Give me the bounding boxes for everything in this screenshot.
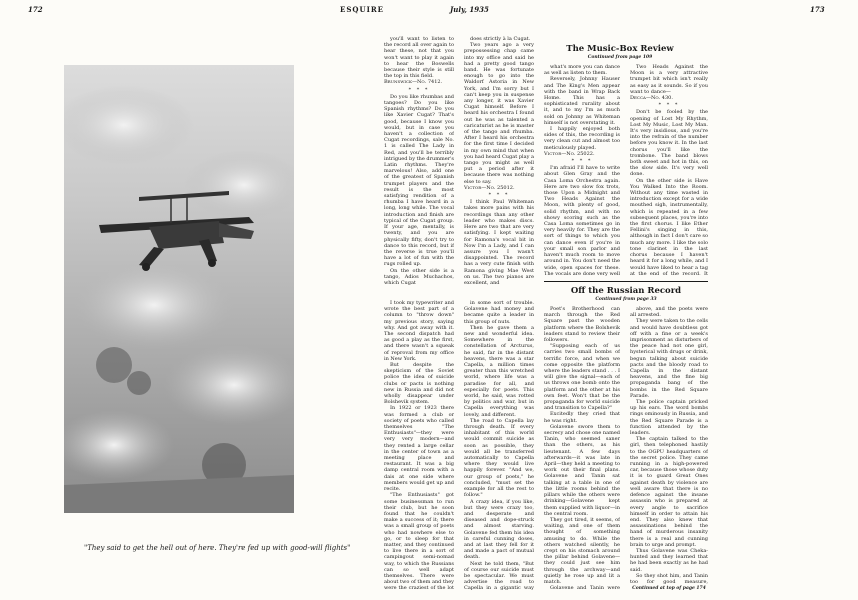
paragraph: Excitedly they cried that he was right. bbox=[544, 411, 620, 424]
cloud-shape bbox=[184, 150, 294, 220]
russian-record-continued: Continued from page 33 bbox=[595, 297, 657, 302]
paragraph: Two Heads Against the Moon is a very attractive trumpet bit which isn't really as easy as it sounds. So if you want to dance— bbox=[630, 64, 708, 95]
cloud-shape bbox=[64, 85, 194, 165]
airplane-illustration bbox=[64, 65, 294, 513]
music-box-continued: Continued from page 109 bbox=[587, 55, 653, 60]
paragraph: So they shot him, and Tanin too for good measure, bbox=[630, 572, 708, 584]
paragraph: Do you like rhumbas and tangoes? Do you like Spanish rhythms? Do you like Xavier Cugat? That's good, because I know you would, but in case you haven't a collection of Cugat recordings, sale No. 1 is called The Lady in Red, and you'll be terribly intrigued by the drummer's Latin rhythms. They're marvelous! Also, add one of the greatest of Spanish trumpet players and the result is the most satisfying rendition of a rhumba I have heard in a long, long while. The vocal introduction and finish are typical of the Cugat group. If your age, mentally, is twenty, and you are physically fifty, don't try to dance to this record, but if the reverse is true you'll have a lot of fun with the rugs rolled up. bbox=[384, 93, 454, 268]
paragraph: On the other side is a tango, Adios Muchachos, which Cugat bbox=[384, 267, 454, 286]
paragraph: The road to Capella lay through death. If every inhabitant of this world would commit suicide as soon as possible, they would all be transferred automatically to Capella where they would live happily forever. "And we, our group of poets," he concluded, "must set the example for all the rest to follow." bbox=[464, 417, 534, 499]
russian-column-3 bbox=[544, 306, 620, 590]
paragraph: A crazy idea, if you like, but they were crazy too, and desperate and diseased and dope-struck and almost starving. Golavene fed them his idea in careful cunning doses, and at last they fell for it and made a pact of mutual death. bbox=[464, 498, 534, 561]
section-divider: * * * bbox=[408, 86, 430, 93]
paragraph: "The Enthusiasts" got some businessman to run their club, but he soon found that he couldn't make a success of it; there was a small group of poets who had nowhere else to go, or to sleep for that matter, and they continued to live there in a sort of campingout semi-nomad way, to which the Russians can so well adapt themselves. There were about two of them and they were the craziest of the lot bbox=[384, 492, 454, 590]
paragraph: They were taken to the cells and would have doubtless got off with a fine or a week's imprisonment as disturbers of the peace had not one girl, hysterical with drugs or drink, begun talking about suicide pacts and the bloody road to Capella in the distant heavens, and the fine big propaganda bang of the bombs in the Red Square Parade. bbox=[630, 318, 708, 399]
record-label: Brunswick—No. 7412. bbox=[384, 79, 443, 86]
left-page-number: 172 bbox=[28, 5, 43, 14]
paragraph: Golavene swore them to secrecy and chose one named Tanin, who seemed saner than the others, as his lieutenant. A few days afterwards—it was late in April—they held a meeting to work out their final plans. Golavene and Tanin sat talking at a table in one of the little rooms behind the pillars while the others were drinking—Golavene kept them supplied with liquor—in the central room. bbox=[544, 423, 620, 517]
page-header bbox=[0, 0, 858, 16]
continued-footer: Continued at top of page 174 bbox=[632, 586, 706, 591]
paragraph: But despite the skepticism of the Soviet police the idea of suicide clubs or pacts is nothing new in Russia and did not wholly disappear under Bolshevik system. bbox=[384, 362, 454, 406]
record-label: Victor—No. 25022. bbox=[544, 150, 595, 157]
russian-column-4 bbox=[630, 306, 708, 584]
cloud-shape bbox=[64, 410, 174, 480]
smoke-burst bbox=[96, 347, 132, 383]
cloud-shape bbox=[74, 260, 234, 350]
section-divider: * * * bbox=[571, 158, 593, 165]
record-label: Victor—No. 25012. bbox=[464, 184, 515, 191]
music-box-column-1 bbox=[384, 36, 454, 336]
paragraph: Next he told them, "But of course our suicide must be spectacular. We must advertise the road to Capella in a gigantic way bbox=[464, 560, 534, 590]
paragraph: Golavene and Tanin were bbox=[550, 585, 620, 590]
paragraph: I'm afraid I'll have to write about Glen Gray and the Casa Loma Orchestra again. Here are two slow fox trots, those Upon a Midnight and Two Heads Against the Moon, with plenty of good, solid rhythm, and with no showy scoring such as the Casa Loma sometimes go in very heavily for. They are the sort of things to which you can dance even if you're in your small son parlor and haven't much room to move around in. You don't need the wide, open spaces for these. The vocals are done very well bbox=[544, 165, 620, 276]
paragraph: I think Paul Whiteman takes more pains with his recordings than any other leader who makes discs. Here are two that are very satisfying. I kept waiting for Ramona's vocal bit in Now I'm a Lady, and I can assure you I wasn't disappointed. The record has a very cute finish with Ramona giving Mae West on us. The two pianos are excellent, and bbox=[464, 199, 534, 286]
paragraph: They got tired, it seems, of waiting, and one of them thought of something amusing to do. While the others watched silently, he crept on his stomach around the pillar behind Golavene—they could just see him through the archway—and quietly he rose up and lit a match. bbox=[544, 516, 620, 585]
paragraph: On the other side is Have You Walked Into the Room. Without any time wasted in introduction except for a wide mouthed sigh, instrumentally, which is repeated in a few subsequent places, you're into the first chorus. I like Ether Fellini's singing in this, although in fact I don't care so much any more. I like the solo tone clarinet in the last chorus because I haven't heard it for a long while, and I would have liked to hear a tag at the end of the record. It bbox=[630, 177, 708, 276]
photo-caption: "They said to get the hell out of here. They're fed up with good-will flights" bbox=[84, 544, 351, 552]
paragraph: I happily enjoyed both sides of this, the recording is very clean cut and almost too meticulously played. bbox=[544, 126, 620, 151]
paragraph: does strictly à la Cugat. bbox=[470, 36, 531, 42]
right-page-number: 173 bbox=[810, 5, 825, 14]
smoke-burst bbox=[127, 371, 151, 395]
paragraph: "Supposing each of us carries two small bombs of terrific force, and when we come opposite the platform where the leaders stand . . . I will give the signal—each of us throws one bomb onto the platform and the other at his own feet. Won't that be the propaganda for world suicide and transition to Capella?" bbox=[544, 343, 620, 412]
magazine-name: ESQUIRE bbox=[340, 5, 385, 14]
russian-column-1 bbox=[384, 300, 454, 590]
music-box-column-2 bbox=[464, 36, 534, 336]
section-divider: * * * bbox=[658, 102, 680, 109]
music-box-column-4 bbox=[630, 64, 708, 276]
cloud-shape bbox=[164, 345, 294, 425]
paragraph: Two years ago a very prepossessing chap came into my office and said he had a pretty good tango band. He was fortunate enough to go into the Waldorf Astoria in New York, and I'm sorry but I can't keep you in suspense any longer, it was Xavier Cugat himself. Before I heard his orchestra I found out he was as talented a caricaturist as he is master of the tango and rhumba. After I heard his orchestra for the first time I decided in my own mind that when you had heard Cugat play a tango you might as well put a period after it because there was nothing else to say. bbox=[464, 42, 534, 185]
paragraph: Then he gave them a new and wonderful idea. Somewhere in the constellation of Arcturus, he said, far in the distant heavens, there was a star Capella, a million times greater than this wretched world, where life was a paradise for all, and especially for poets. This world, he said, was rotted by politics and war, but in Capella everything was lovely, and different. bbox=[464, 324, 534, 418]
paragraph: In 1922 or 1923 there was formed a club or society of poets who called themselves "The Enthusiasts"—they were very very modern—and they rented a large cellar in the center of town as a meeting place and restaurant. It was a big damp central room with a dais at one side where members would get up and recite. bbox=[384, 405, 454, 493]
music-box-title: The Music-Box Review bbox=[566, 44, 674, 54]
russian-column-2 bbox=[464, 300, 534, 590]
russian-record-title: Off the Russian Record bbox=[570, 286, 682, 296]
paragraph: what's more you can dance as well as listen to them. bbox=[544, 64, 620, 77]
paragraph: Thus Golavene was Cheka-hunted and they learned that he had been exactly as he had said. bbox=[630, 547, 708, 573]
paragraph: The captain talked to the girl, then telephoned hastily to the OGPU headquarters of the secret police. They came running in a high-powered car, because those whose duty it is to guard Great Ones against death by violence are well aware that there is no defence against the insane assassin who is prepared at every angle to sacrifice himself in order to attain his end. They also knew that assassinations behind the hand of murderous insanity there is a real and cunning brain to urge and prompt. bbox=[630, 436, 708, 548]
paragraph: above, and the poets were all arrested. bbox=[630, 306, 708, 319]
paragraph: Reversely, Johnny Hauser and The King's Men appear with the band in Wrap Back Home. This has a sophisticated rurality about it, and to my I'm as much sold on Johnny as Whiteman himself is not overstating it. bbox=[544, 76, 620, 126]
paragraph: I took my typewriter and wrote the best part of a column to "throw down" my previous story, saying why. And got away with it. The second dispatch had as good a play as the first, and there wasn't a squeak of reproval from my office in New York. bbox=[384, 300, 454, 362]
paragraph: Poet's Brotherhood can march through the Red Square past the wooden platform where the Bolshevik leaders stand to review their followers. bbox=[544, 306, 620, 344]
ground-shape bbox=[64, 475, 294, 513]
section-divider: * * * bbox=[488, 192, 510, 199]
paragraph: The police captain pricked up his ears. The word bombs rings ominously in Russia, and the Red Square Parade is a function attended by the leaders. bbox=[630, 399, 708, 437]
record-label: Decca—No. 430. bbox=[630, 95, 673, 102]
airplane-photo bbox=[64, 65, 294, 513]
paragraph: you'll want to listen to the record all over again to hear these, not that you won't want to play it again to hear the Boswells because their style is still the top in this field. bbox=[384, 36, 454, 80]
music-box-column-3 bbox=[544, 64, 620, 276]
section-rule bbox=[544, 281, 708, 282]
paragraph: in some sort of trouble. Golavene had money and became quite a leader in this group of nuts. bbox=[464, 300, 534, 325]
issue-date: July, 1935 bbox=[450, 5, 489, 14]
paragraph: Don't be fooled by the opening of Lost My Rhythm, Lost My Music, Lost My Man. It's very insidious, and you're into the refrain of the number before you know it. In the last chorus you'll like the trombone. The band blows both sweet and hot in this, on the slow side. It's very well done. bbox=[630, 109, 708, 178]
